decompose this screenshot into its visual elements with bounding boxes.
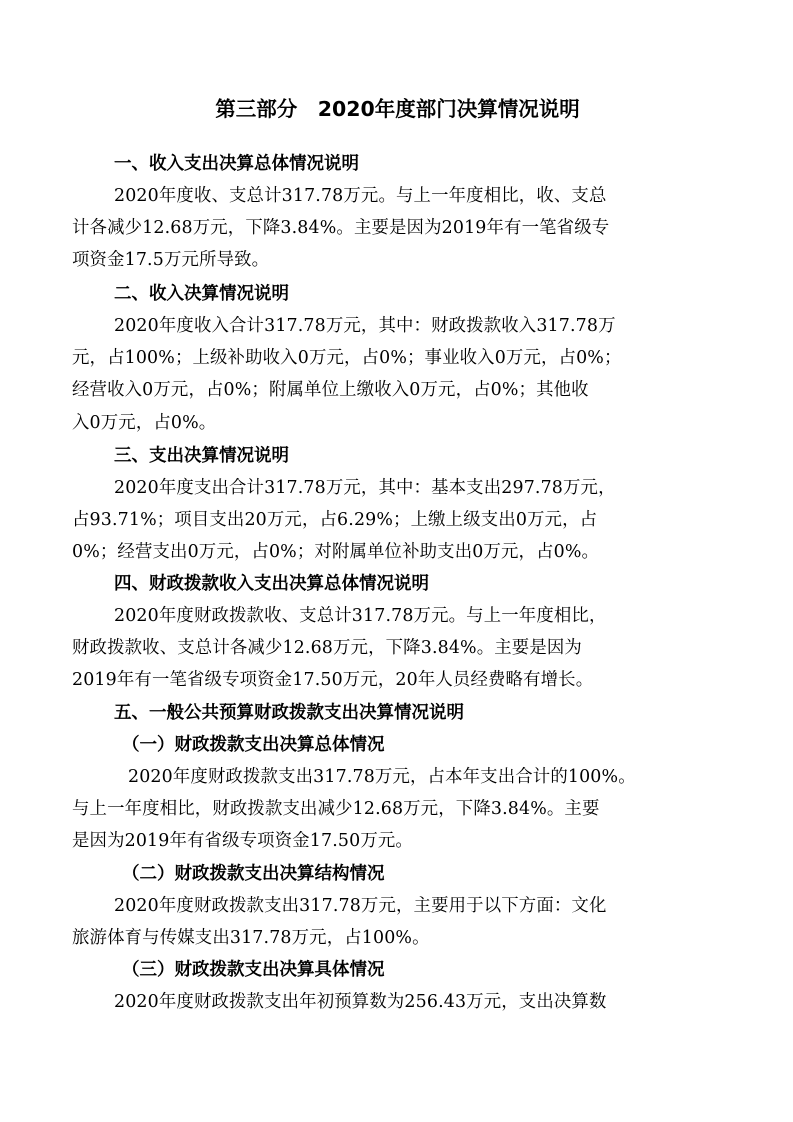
section-1-line-3: 项资金17.5万元所导致。 <box>72 250 270 271</box>
section-4-line-2: 财政拨款收、支总计各减少12.68万元，下降3.84%。主要是因为 <box>72 638 582 659</box>
section-2-body <box>72 310 723 439</box>
page-title: 第三部分 2020年度部门决算情况说明 <box>215 97 580 121</box>
section-5 <box>72 697 723 1018</box>
subsection-2-heading: （二）财政拨款支出决算结构情况 <box>122 863 385 884</box>
section-1-heading: 一、收入支出决算总体情况说明 <box>114 154 359 174</box>
subsection-1-line-1: 2020年度财政拨款支出317.78万元，占本年支出合计的100%。 <box>128 767 636 787</box>
subsection-2-body <box>72 890 723 954</box>
section-3 <box>72 440 723 569</box>
section-2-heading: 二、收入决算情况说明 <box>114 284 289 304</box>
subsection-1-line-2: 与上一年度相比，财政拨款支出减少12.68万元，下降3.84%。主要 <box>72 799 600 820</box>
section-4-heading: 四、财政拨款收入支出决算总体情况说明 <box>114 574 429 594</box>
subsection-1-line-3: 是因为2019年有省级专项资金17.50万元。 <box>72 831 413 852</box>
section-3-body <box>72 472 723 569</box>
section-1-line-1: 2020年度收、支总计317.78万元。与上一年度相比，收、支总 <box>114 186 607 206</box>
section-2 <box>72 278 723 439</box>
section-4-line-3: 2019年有一笔省级专项资金17.50万元，20年人员经费略有增长。 <box>72 670 594 691</box>
section-3-line-1: 2020年度支出合计317.78万元，其中：基本支出297.78万元， <box>114 478 616 498</box>
section-2-line-4: 入0万元，占0%。 <box>72 412 217 433</box>
section-4-body <box>72 600 723 697</box>
section-3-heading: 三、支出决算情况说明 <box>114 446 289 466</box>
subsection-1-body <box>72 761 723 858</box>
section-5-heading: 五、一般公共预算财政拨款支出决算情况说明 <box>114 703 464 723</box>
section-2-line-3: 经营收入0万元，占0%；附属单位上缴收入0万元，占0%；其他收 <box>72 380 589 401</box>
section-4-line-1: 2020年度财政拨款收、支总计317.78万元。与上一年度相比， <box>114 606 607 626</box>
subsection-3-body <box>72 986 723 1018</box>
section-1 <box>72 148 723 277</box>
subsection-3-heading: （三）财政拨款支出决算具体情况 <box>122 960 385 981</box>
section-2-line-2: 元，占100%；上级补助收入0万元，占0%；事业收入0万元，占0%； <box>72 348 622 369</box>
section-1-line-2: 计各减少12.68万元，下降3.84%。主要是因为2019年有一笔省级专 <box>72 218 610 239</box>
section-3-line-3: 0%；经营支出0万元，占0%；对附属单位补助支出0万元，占0%。 <box>72 542 600 563</box>
section-1-body <box>72 180 723 277</box>
section-3-line-2: 占93.71%；项目支出20万元，占6.29%；上缴上级支出0万元，占 <box>72 510 598 531</box>
subsection-2-line-1: 2020年度财政拨款支出317.78万元，主要用于以下方面：文化 <box>114 895 607 916</box>
subsection-2-line-2: 旅游体育与传媒支出317.78万元，占100%。 <box>72 927 430 948</box>
section-2-line-1: 2020年度收入合计317.78万元，其中：财政拨款收入317.78万 <box>114 316 616 336</box>
section-4 <box>72 568 723 697</box>
subsection-3-line-1: 2020年度财政拨款支出年初预算数为256.43万元，支出决算数 <box>114 992 607 1013</box>
subsection-1-heading: （一）财政拨款支出决算总体情况 <box>122 735 385 755</box>
